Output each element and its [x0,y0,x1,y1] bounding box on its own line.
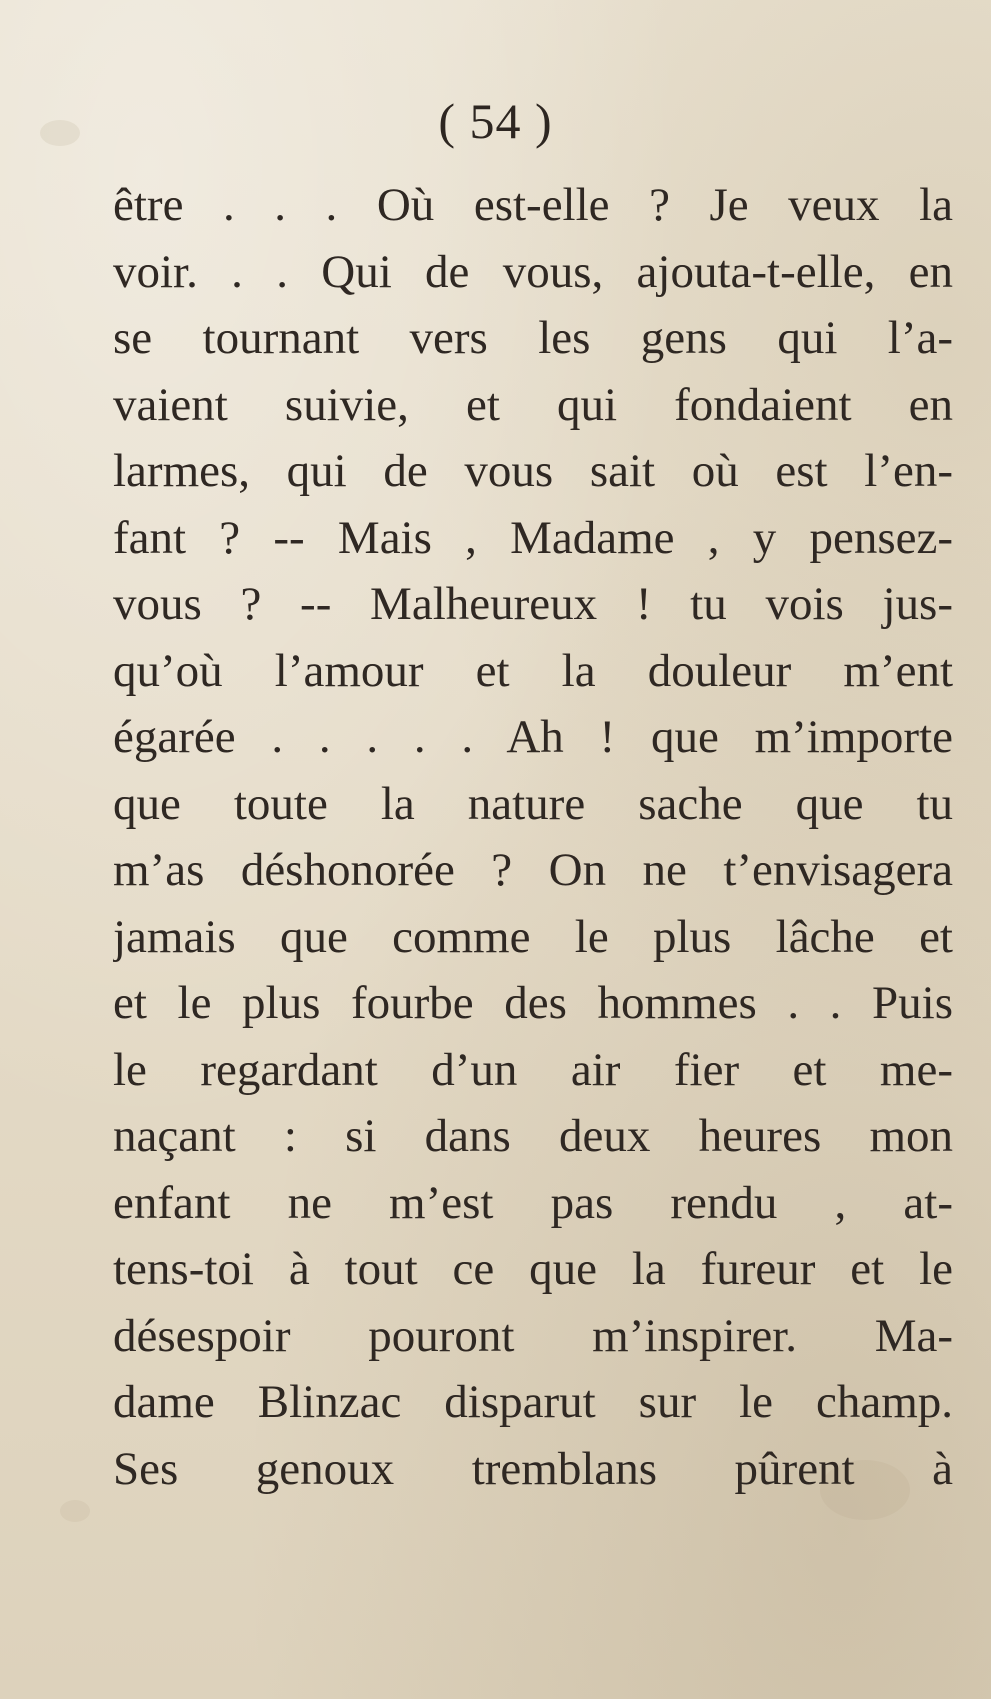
text-line: que toute la nature sache que tu [113,777,953,830]
text-line: et le plus fourbe des hommes . . Puis [113,977,953,1029]
text-line: voir. . . Qui de vous, ajouta-t-elle, en [113,245,953,298]
paper-stain [60,1500,90,1522]
text-line: larmes, qui de vous sait où est l’en- [113,445,953,497]
text-line: se tournant vers les gens qui l’a- [113,312,953,364]
text-line: m’as déshonorée ? On ne t’envisagera [113,844,953,896]
text-line: égarée . . . . . Ah ! que m’importe [113,711,953,763]
body-text [113,172,953,1502]
text-line: vaient suivie, et qui fondaient en [113,378,953,431]
text-line: être . . . Où est-elle ? Je veux la [113,179,953,231]
text-line: vous ? -- Malheureux ! tu vois jus- [113,578,953,630]
text-line: jamais que comme le plus lâche et [113,910,953,963]
text-line: enfant ne m’est pas rendu , at- [113,1176,953,1229]
text-line: Ses genoux tremblans pûrent à [113,1442,953,1495]
text-line: qu’où l’amour et la douleur m’ent [113,644,953,697]
text-line: naçant : si dans deux heures mon [113,1110,953,1162]
text-line: fant ? -- Mais , Madame , y pensez- [113,511,953,564]
text-line: tens-toi à tout ce que la fureur et le [113,1243,953,1295]
text-line: dame Blinzac disparut sur le champ. [113,1376,953,1428]
text-line: désespoir pouront m’inspirer. Ma- [113,1309,953,1362]
page-number: ( 54 ) [438,93,553,149]
text-line: le regardant d’un air fier et me- [113,1043,953,1096]
